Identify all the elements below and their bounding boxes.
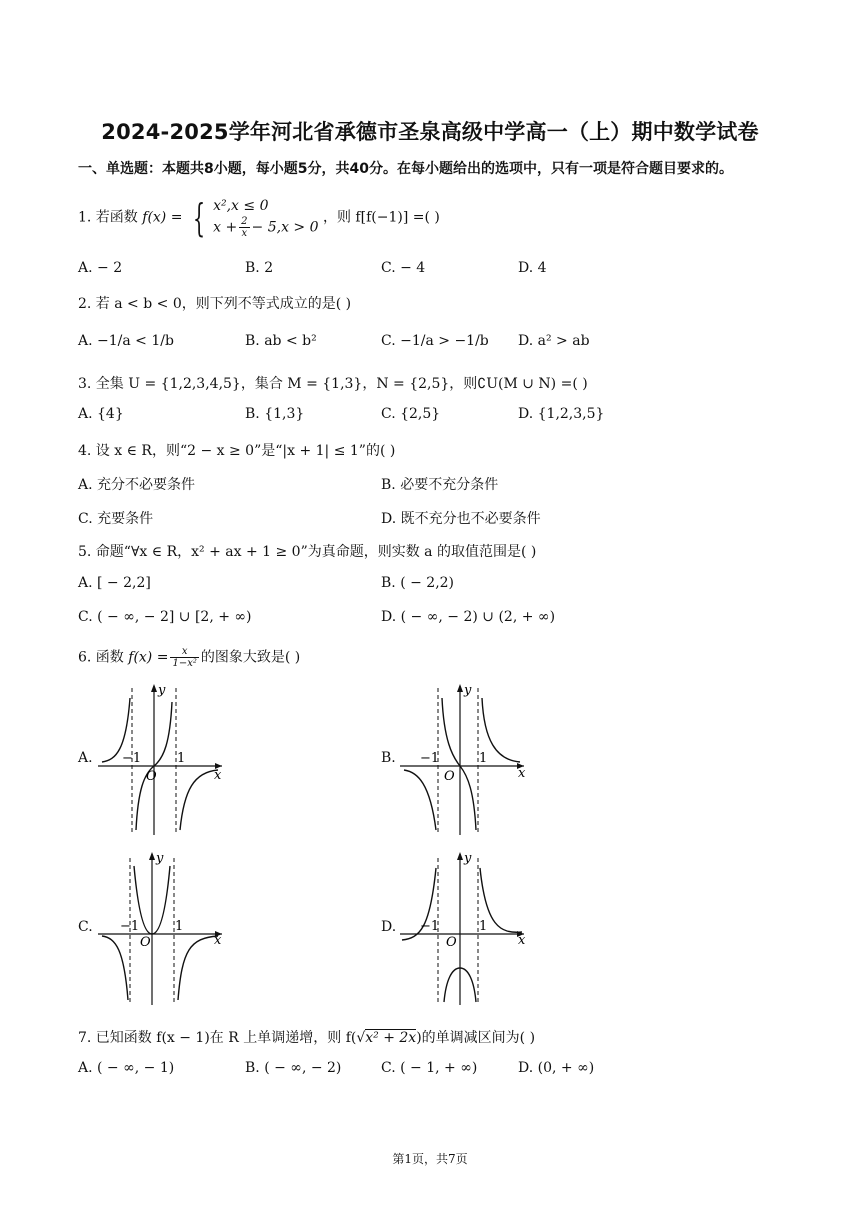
q6-graph-c[interactable] <box>94 850 234 1010</box>
question-1-case2a: x + <box>213 219 238 236</box>
q4-option-b[interactable]: B. 必要不充分条件 <box>381 477 499 493</box>
question-4-stem: 4. 设 x ∈ R，则“2 − x ≥ 0”是“|x + 1| ≤ 1”的( ) <box>78 443 396 459</box>
q7-option-b[interactable]: B. ( − ∞, − 2) <box>245 1060 342 1076</box>
q6b-tick-pos: 1 <box>479 751 488 766</box>
question-1-frac-den: x <box>241 228 248 239</box>
q7-option-c[interactable]: C. ( − 1, + ∞) <box>381 1060 478 1076</box>
question-1-frac-num: 2 <box>241 216 248 227</box>
question-6-frac-den: 1−x² <box>172 658 197 669</box>
q5-option-a[interactable]: A. [ − 2,2] <box>78 575 151 591</box>
q6d-tick-neg: −1 <box>420 919 440 934</box>
q6d-origin: O <box>446 935 457 950</box>
q6-option-d-label[interactable]: D. <box>381 919 397 935</box>
q3-option-d[interactable]: D. {1,2,3,5} <box>518 406 605 422</box>
question-6-prefix: 6. 函数 <box>78 649 124 666</box>
q6c-x-label: x <box>214 933 222 948</box>
q1-option-c[interactable]: C. − 4 <box>381 260 426 276</box>
q6d-tick-pos: 1 <box>479 919 488 934</box>
q6a-tick-pos: 1 <box>177 751 186 766</box>
q2-option-a[interactable]: A. −1/a < 1/b <box>78 333 174 349</box>
section-heading: 一、单选题：本题共8小题，每小题5分，共40分。在每小题给出的选项中，只有一项是符合题目要求的。 <box>78 161 733 177</box>
q6b-tick-neg: −1 <box>420 751 440 766</box>
question-2-stem: 2. 若 a < b < 0，则下列不等式成立的是( ) <box>78 296 352 312</box>
q6-graph-b[interactable] <box>396 680 536 840</box>
page-title: 2024-2025学年河北省承德市圣泉高级中学高一（上）期中数学试卷 <box>101 120 759 144</box>
q6-option-b-label[interactable]: B. <box>381 750 396 766</box>
question-7-sqrt-body: x² + 2x <box>365 1030 417 1046</box>
q4-option-a[interactable]: A. 充分不必要条件 <box>78 477 196 493</box>
q6a-origin: O <box>146 769 157 784</box>
question-6-stem <box>78 646 300 669</box>
q6b-y-label: y <box>464 683 472 698</box>
q2-option-b[interactable]: B. ab < b² <box>245 333 317 349</box>
question-7-stem-b: )的单调减区间为( ) <box>416 1030 536 1046</box>
question-1-stem <box>78 196 440 239</box>
q7-option-d[interactable]: D. (0, + ∞) <box>518 1060 595 1076</box>
q4-option-c[interactable]: C. 充要条件 <box>78 511 154 527</box>
q3-option-b[interactable]: B. {1,3} <box>245 406 305 422</box>
q2-option-c[interactable]: C. −1/a > −1/b <box>381 333 489 349</box>
question-6-frac-num: x <box>170 646 198 658</box>
question-1-suffix: ，则 f[f(−1)] =( ) <box>322 209 440 226</box>
question-1-case2b: − 5,x > 0 <box>251 219 319 236</box>
q6c-tick-pos: 1 <box>175 919 184 934</box>
question-1-cases <box>213 196 318 239</box>
q2-option-d[interactable]: D. a² > ab <box>518 333 590 349</box>
q3-option-a[interactable]: A. {4} <box>78 406 124 422</box>
q4-option-d[interactable]: D. 既不充分也不必要条件 <box>381 511 541 527</box>
q1-option-d[interactable]: D. 4 <box>518 260 547 276</box>
page-footer: 第1页，共7页 <box>392 1152 468 1166</box>
q5-option-c[interactable]: C. ( − ∞, − 2] ∪ [2, + ∞) <box>78 609 252 625</box>
q6a-y-label: y <box>158 683 166 698</box>
q6b-origin: O <box>444 769 455 784</box>
q3-option-c[interactable]: C. {2,5} <box>381 406 441 422</box>
q6c-origin: O <box>140 935 151 950</box>
q6c-y-label: y <box>156 851 164 866</box>
question-1-func: f(x) = <box>142 209 183 226</box>
q6d-x-label: x <box>518 933 526 948</box>
q6-option-c-label[interactable]: C. <box>78 919 93 935</box>
question-1-prefix: 1. 若函数 <box>78 209 138 226</box>
question-7-stem-a: 7. 已知函数 f(x − 1)在 R 上单调递增，则 f( <box>78 1030 357 1046</box>
q6c-tick-neg: −1 <box>120 919 140 934</box>
question-1-brace: { <box>192 195 206 240</box>
q5-option-b[interactable]: B. ( − 2,2) <box>381 575 455 591</box>
question-6-suffix: 的图象大致是( ) <box>200 649 301 666</box>
question-7-stem <box>78 1027 535 1047</box>
q5-option-d[interactable]: D. ( − ∞, − 2) ∪ (2, + ∞) <box>381 609 556 625</box>
q7-option-a[interactable]: A. ( − ∞, − 1) <box>78 1060 175 1076</box>
question-1-case1: x²,x ≤ 0 <box>213 198 269 214</box>
q6-option-a-label[interactable]: A. <box>78 750 93 766</box>
sqrt-sign: √ <box>356 1030 366 1046</box>
question-3-stem: 3. 全集 U = {1,2,3,4,5}，集合 M = {1,3}，N = {2,5}，则∁U(M ∪ N) =( ) <box>78 376 588 392</box>
q6a-tick-neg: −1 <box>122 751 142 766</box>
q6d-y-label: y <box>464 851 472 866</box>
q6a-x-label: x <box>214 768 222 783</box>
q1-option-a[interactable]: A. − 2 <box>78 260 123 276</box>
question-6-func: f(x) = <box>128 649 169 666</box>
q1-option-b[interactable]: B. 2 <box>245 260 274 276</box>
question-5-stem: 5. 命题“∀x ∈ R，x² + ax + 1 ≥ 0”为真命题，则实数 a 的取值范围是( ) <box>78 544 537 560</box>
q6b-x-label: x <box>518 766 526 781</box>
q6-graph-a[interactable] <box>94 680 234 840</box>
q6-graph-d[interactable] <box>396 850 536 1010</box>
